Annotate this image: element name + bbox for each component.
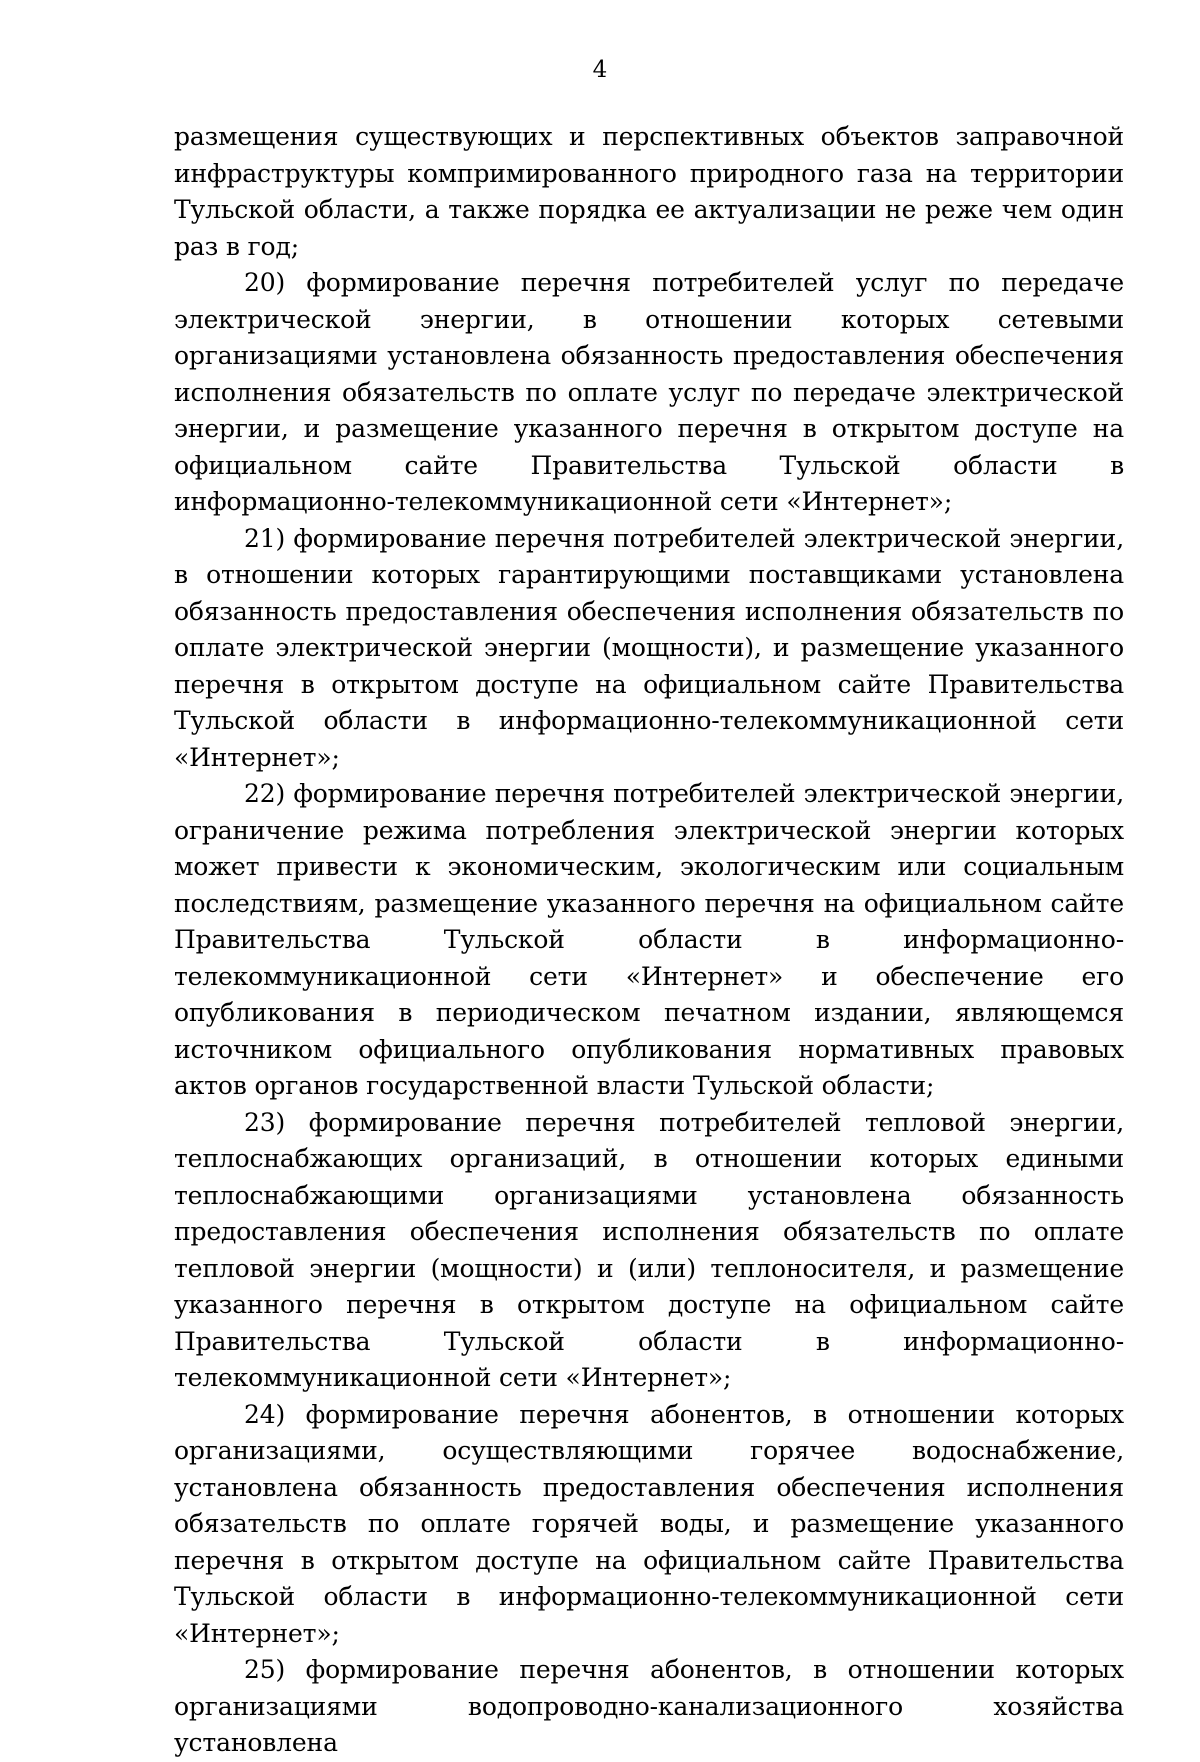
paragraph-item-25: 25) формирование перечня абонентов, в отношении которых организациями водопроводно-канализационного хозяйства установлена <box>174 1655 1124 1757</box>
document-body <box>174 119 1124 1762</box>
paragraph-item-22: 22) формирование перечня потребителей электрической энергии, ограничение режима потребления электрической энергии которых может привести к экономическим, экологическим или социальным последствиям, размещение указанного перечня на официальном сайте Правительства Тульской области в информационно-телекоммуникационной сети «Интернет» и обеспечение его опубликования в периодическом печатном издании, являющемся источником официального опубликования нормативных правовых актов органов государственной власти Тульской области; <box>174 779 1124 1100</box>
paragraph-item-23: 23) формирование перечня потребителей тепловой энергии, теплоснабжающих организаций, в отношении которых едиными теплоснабжающими организациями установлена обязанность предоставления обеспечения исполнения обязательств по оплате тепловой энергии (мощности) и (или) теплоносителя, и размещение указанного перечня в открытом доступе на официальном сайте Правительства Тульской области в информационно-телекоммуникационной сети «Интернет»; <box>174 1107 1124 1392</box>
paragraph-item-20: 20) формирование перечня потребителей услуг по передаче электрической энергии, в отношении которых сетевыми организациями установлена обязанность предоставления обеспечения исполнения обязательств по оплате услуг по передаче электрической энергии, и размещение указанного перечня в открытом доступе на официальном сайте Правительства Тульской области в информационно-телекоммуникационной сети «Интернет»; <box>174 268 1124 516</box>
paragraph-continuation: размещения существующих и перспективных объектов заправочной инфраструктуры компримированного природного газа на территории Тульской области, а также порядка ее актуализации не реже чем один раз в год; <box>174 122 1124 261</box>
paragraph-item-21: 21) формирование перечня потребителей электрической энергии, в отношении которых гарантирующими поставщиками установлена обязанность предоставления обеспечения исполнения обязательств по оплате электрической энергии (мощности), и размещение указанного перечня в открытом доступе на официальном сайте Правительства Тульской области в информационно-телекоммуникационной сети «Интернет»; <box>174 523 1124 772</box>
page-number: 4 <box>592 57 608 83</box>
paragraph-item-24: 24) формирование перечня абонентов, в отношении которых организациями, осуществляющими горячее водоснабжение, установлена обязанность предоставления обеспечения исполнения обязательств по оплате горячей воды, и размещение указанного перечня в открытом доступе на официальном сайте Правительства Тульской области в информационно-телекоммуникационной сети «Интернет»; <box>174 1399 1124 1648</box>
